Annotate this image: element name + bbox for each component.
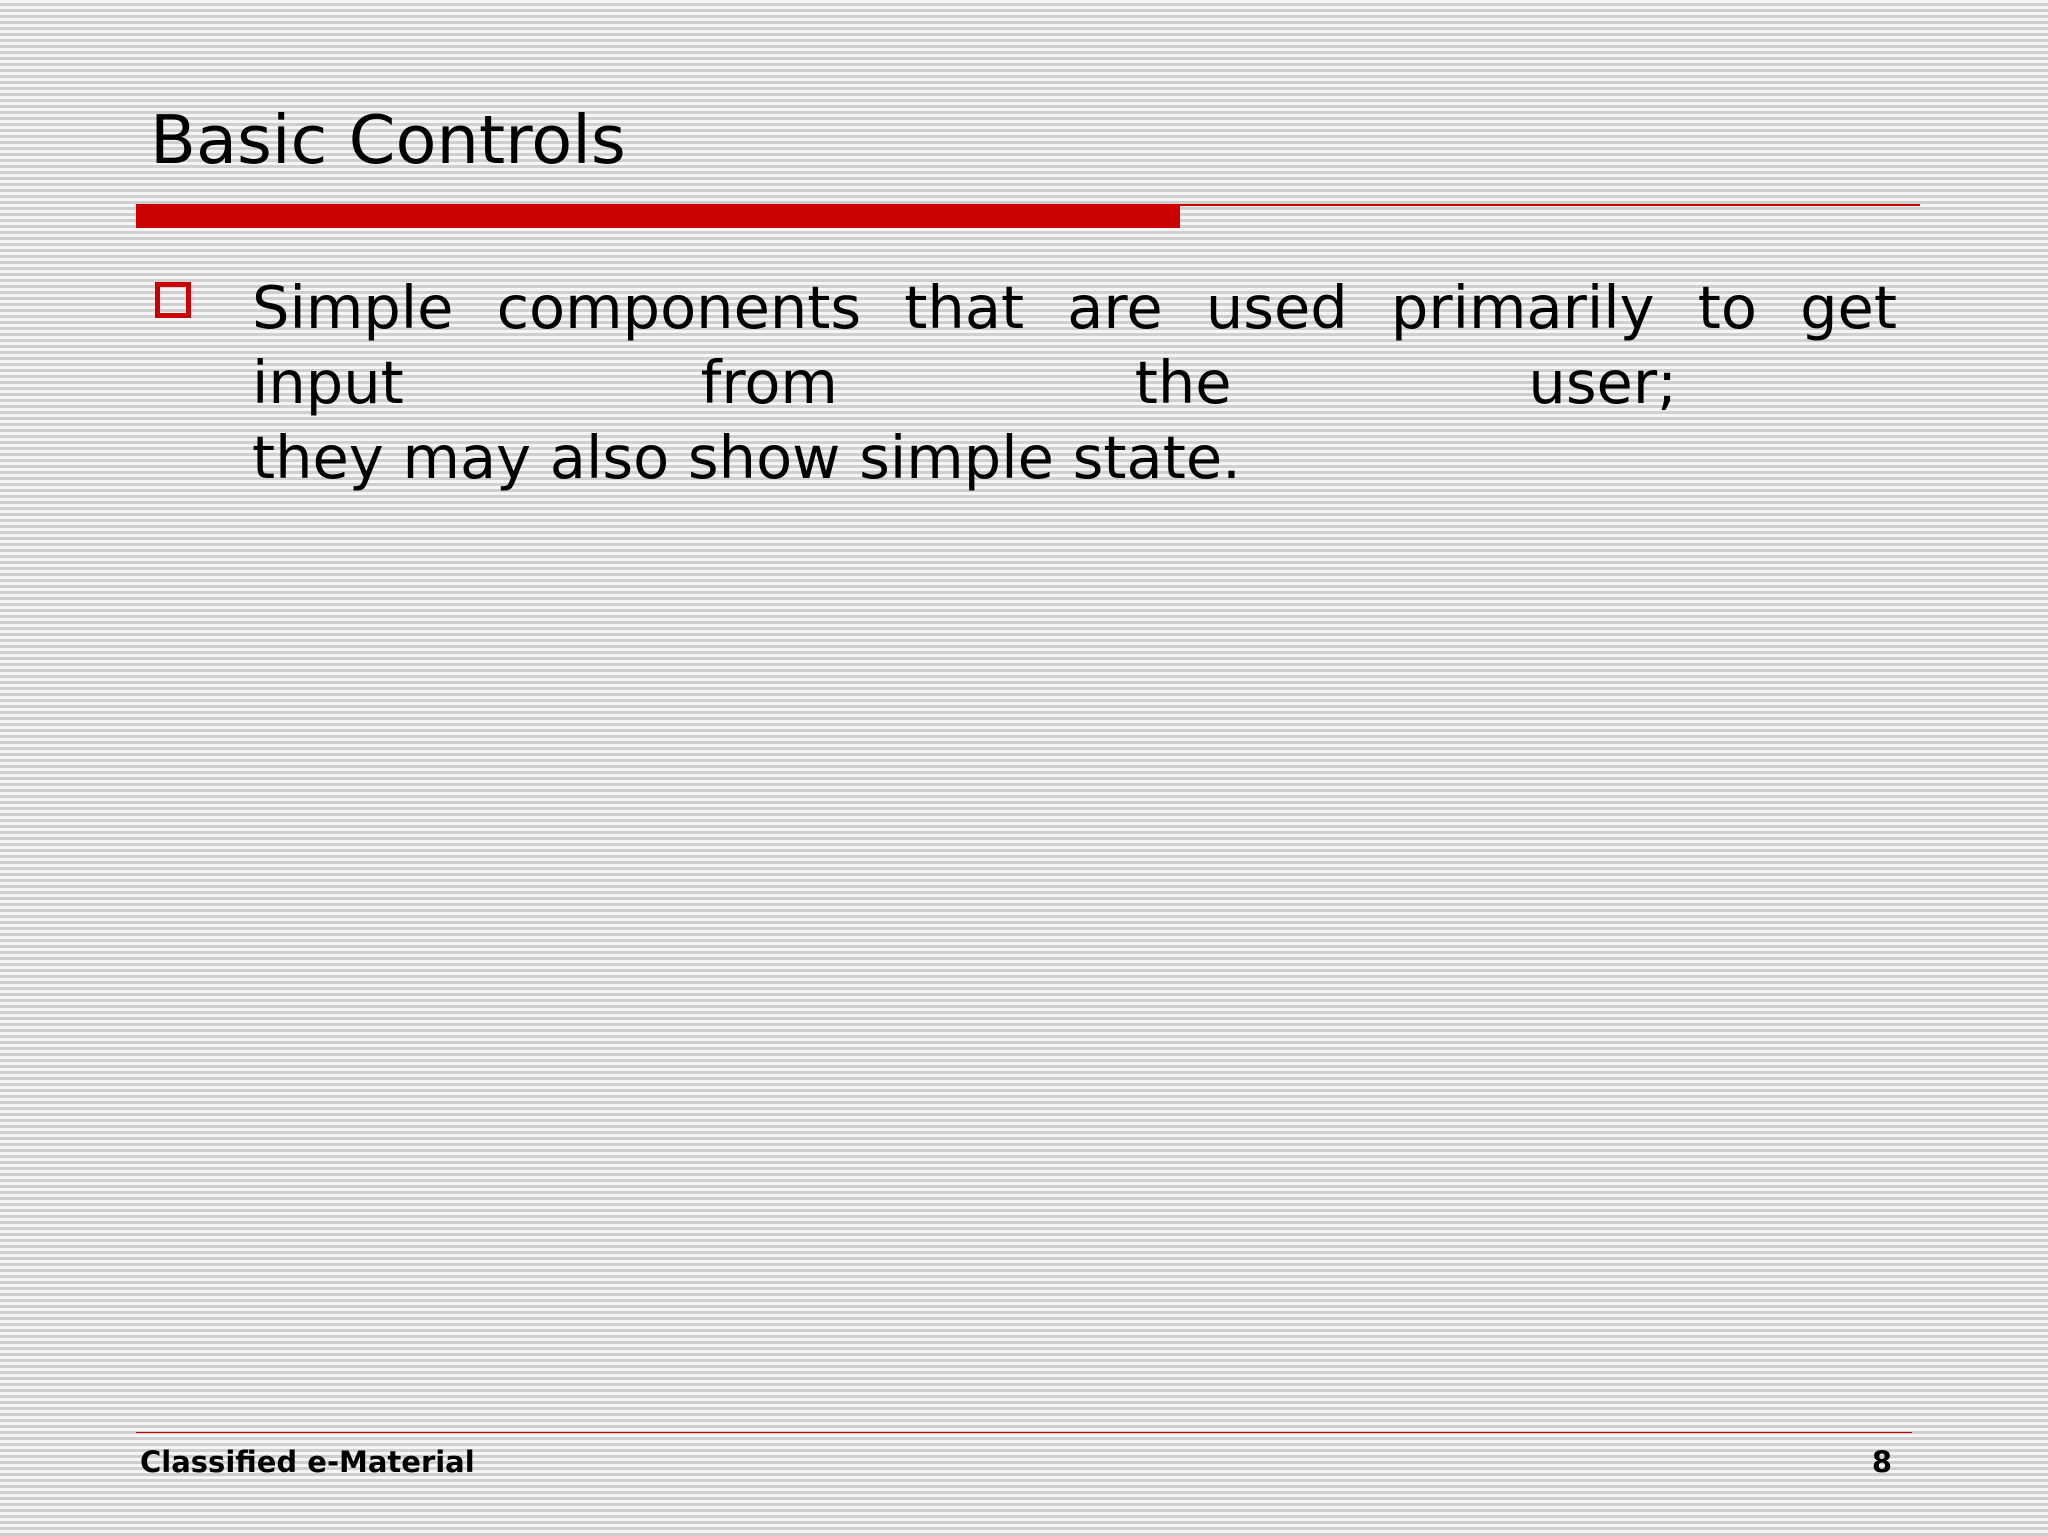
footer-divider xyxy=(136,1432,1912,1433)
footer-label: Classified e-Material xyxy=(140,1445,475,1479)
bullet-line-1: Simple components that are used primarily to get xyxy=(252,273,1897,342)
bullet-line-2: input from the user; xyxy=(252,348,1677,417)
title-underline-thick xyxy=(136,204,1180,228)
page-number: 8 xyxy=(1871,1445,1892,1479)
bullet-text xyxy=(252,270,1897,495)
hollow-square-bullet-icon xyxy=(155,282,191,318)
bullet-line-3: they may also show simple state. xyxy=(252,423,1241,492)
title-underline-thin xyxy=(1180,204,1920,206)
slide-title: Basic Controls xyxy=(150,101,626,179)
bullet-item xyxy=(152,270,1897,495)
slide-content xyxy=(152,270,1897,495)
